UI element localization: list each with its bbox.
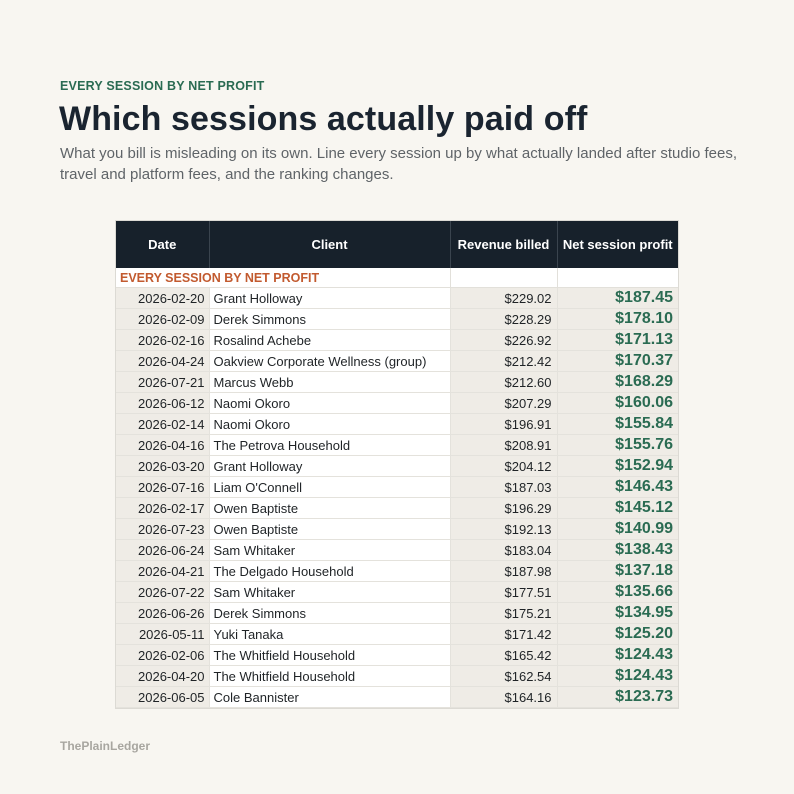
date-cell[interactable]: 2026-02-14 xyxy=(116,414,209,435)
revenue-cell[interactable]: $192.13 xyxy=(450,519,557,540)
table-row xyxy=(116,645,678,666)
empty-cell[interactable] xyxy=(450,268,557,288)
date-cell[interactable]: 2026-07-22 xyxy=(116,582,209,603)
column-header-client[interactable]: Client xyxy=(209,221,450,268)
revenue-cell[interactable]: $187.03 xyxy=(450,477,557,498)
date-cell[interactable]: 2026-04-16 xyxy=(116,435,209,456)
empty-cell[interactable] xyxy=(557,268,678,288)
table-row xyxy=(116,687,678,708)
client-cell[interactable]: Marcus Webb xyxy=(209,372,450,393)
table-caption-cell[interactable] xyxy=(116,268,450,288)
table-row xyxy=(116,414,678,435)
net-profit-cell[interactable]: $137.18 xyxy=(557,561,678,582)
header-row xyxy=(116,221,678,268)
client-cell[interactable]: Sam Whitaker xyxy=(209,540,450,561)
table-row xyxy=(116,351,678,372)
table-row xyxy=(116,393,678,414)
client-cell[interactable]: Liam O'Connell xyxy=(209,477,450,498)
date-cell[interactable]: 2026-04-21 xyxy=(116,561,209,582)
net-profit-cell[interactable]: $171.13 xyxy=(557,330,678,351)
client-cell[interactable]: Rosalind Achebe xyxy=(209,330,450,351)
date-cell[interactable]: 2026-04-24 xyxy=(116,351,209,372)
table-row xyxy=(116,582,678,603)
net-profit-cell[interactable]: $155.84 xyxy=(557,414,678,435)
date-cell[interactable]: 2026-06-12 xyxy=(116,393,209,414)
date-cell[interactable]: 2026-02-20 xyxy=(116,288,209,309)
date-cell[interactable]: 2026-02-09 xyxy=(116,309,209,330)
net-profit-cell[interactable]: $138.43 xyxy=(557,540,678,561)
date-cell[interactable]: 2026-02-06 xyxy=(116,645,209,666)
table-caption: EVERY SESSION BY NET PROFIT xyxy=(120,271,320,285)
revenue-cell[interactable]: $175.21 xyxy=(450,603,557,624)
net-profit-cell[interactable]: $178.10 xyxy=(557,309,678,330)
revenue-cell[interactable]: $196.91 xyxy=(450,414,557,435)
net-profit-cell[interactable]: $160.06 xyxy=(557,393,678,414)
column-header-revenue[interactable]: Revenue billed xyxy=(450,221,557,268)
table-row xyxy=(116,624,678,645)
client-cell[interactable]: Cole Bannister xyxy=(209,687,450,708)
net-profit-cell[interactable]: $168.29 xyxy=(557,372,678,393)
date-cell[interactable]: 2026-07-23 xyxy=(116,519,209,540)
net-profit-cell[interactable]: $140.99 xyxy=(557,519,678,540)
client-cell[interactable]: The Petrova Household xyxy=(209,435,450,456)
net-profit-cell[interactable]: $124.43 xyxy=(557,645,678,666)
client-cell[interactable]: Grant Holloway xyxy=(209,288,450,309)
net-profit-cell[interactable]: $134.95 xyxy=(557,603,678,624)
revenue-cell[interactable]: $164.16 xyxy=(450,687,557,708)
table-header xyxy=(116,221,678,268)
table-row xyxy=(116,561,678,582)
date-cell[interactable]: 2026-06-05 xyxy=(116,687,209,708)
date-cell[interactable]: 2026-06-24 xyxy=(116,540,209,561)
footer-brand: ThePlainLedger xyxy=(60,739,151,753)
caption-section xyxy=(116,268,678,288)
net-profit-cell[interactable]: $123.73 xyxy=(557,687,678,708)
client-cell[interactable]: Yuki Tanaka xyxy=(209,624,450,645)
table-row xyxy=(116,330,678,351)
date-cell[interactable]: 2026-02-16 xyxy=(116,330,209,351)
net-profit-cell[interactable]: $146.43 xyxy=(557,477,678,498)
date-cell[interactable]: 2026-04-20 xyxy=(116,666,209,687)
table-row xyxy=(116,603,678,624)
revenue-cell[interactable]: $196.29 xyxy=(450,498,557,519)
table-row xyxy=(116,519,678,540)
client-cell[interactable]: Sam Whitaker xyxy=(209,582,450,603)
net-profit-cell[interactable]: $152.94 xyxy=(557,456,678,477)
revenue-cell[interactable]: $177.51 xyxy=(450,582,557,603)
page-title: Which sessions actually paid off xyxy=(59,100,588,138)
revenue-cell[interactable]: $204.12 xyxy=(450,456,557,477)
date-cell[interactable]: 2026-05-11 xyxy=(116,624,209,645)
client-cell[interactable]: Derek Simmons xyxy=(209,309,450,330)
date-cell[interactable]: 2026-07-21 xyxy=(116,372,209,393)
revenue-cell[interactable]: $212.42 xyxy=(450,351,557,372)
revenue-cell[interactable]: $207.29 xyxy=(450,393,557,414)
table-body xyxy=(116,288,678,708)
revenue-cell[interactable]: $162.54 xyxy=(450,666,557,687)
client-cell[interactable]: The Whitfield Household xyxy=(209,645,450,666)
client-cell[interactable]: The Whitfield Household xyxy=(209,666,450,687)
client-cell[interactable]: Grant Holloway xyxy=(209,456,450,477)
table-row xyxy=(116,288,678,309)
date-cell[interactable]: 2026-02-17 xyxy=(116,498,209,519)
client-cell[interactable]: Derek Simmons xyxy=(209,603,450,624)
revenue-cell[interactable]: $226.92 xyxy=(450,330,557,351)
revenue-cell[interactable]: $212.60 xyxy=(450,372,557,393)
table-row xyxy=(116,477,678,498)
net-profit-cell[interactable]: $124.43 xyxy=(557,666,678,687)
date-cell[interactable]: 2026-06-26 xyxy=(116,603,209,624)
table-row xyxy=(116,540,678,561)
revenue-cell[interactable]: $187.98 xyxy=(450,561,557,582)
net-profit-cell[interactable]: $125.20 xyxy=(557,624,678,645)
revenue-cell[interactable]: $165.42 xyxy=(450,645,557,666)
client-cell[interactable]: Naomi Okoro xyxy=(209,393,450,414)
revenue-cell[interactable]: $171.42 xyxy=(450,624,557,645)
column-header-date[interactable]: Date xyxy=(116,221,209,268)
revenue-cell[interactable]: $208.91 xyxy=(450,435,557,456)
caption-row xyxy=(116,268,678,288)
table-row xyxy=(116,309,678,330)
client-cell[interactable]: The Delgado Household xyxy=(209,561,450,582)
table-row xyxy=(116,666,678,687)
spreadsheet-table xyxy=(116,221,678,708)
net-profit-cell[interactable]: $145.12 xyxy=(557,498,678,519)
client-cell[interactable]: Owen Baptiste xyxy=(209,519,450,540)
client-cell[interactable]: Naomi Okoro xyxy=(209,414,450,435)
table-row xyxy=(116,435,678,456)
net-profit-cell[interactable]: $135.66 xyxy=(557,582,678,603)
revenue-cell[interactable]: $228.29 xyxy=(450,309,557,330)
table-row xyxy=(116,372,678,393)
column-header-net-profit[interactable]: Net session profit xyxy=(557,221,678,268)
revenue-cell[interactable]: $229.02 xyxy=(450,288,557,309)
table-row xyxy=(116,456,678,477)
client-cell[interactable]: Owen Baptiste xyxy=(209,498,450,519)
page-subtitle: What you bill is misleading on its own. Line every session up by what actually landed after studio fees, travel and platform fees, and the ranking changes. xyxy=(60,145,738,183)
client-cell[interactable]: Oakview Corporate Wellness (group) xyxy=(209,351,450,372)
date-cell[interactable]: 2026-07-16 xyxy=(116,477,209,498)
date-cell[interactable]: 2026-03-20 xyxy=(116,456,209,477)
table-row xyxy=(116,498,678,519)
net-profit-cell[interactable]: $170.37 xyxy=(557,351,678,372)
net-profit-cell[interactable]: $155.76 xyxy=(557,435,678,456)
net-profit-cell[interactable]: $187.45 xyxy=(557,288,678,309)
revenue-cell[interactable]: $183.04 xyxy=(450,540,557,561)
eyebrow-label: EVERY SESSION BY NET PROFIT xyxy=(60,79,265,93)
